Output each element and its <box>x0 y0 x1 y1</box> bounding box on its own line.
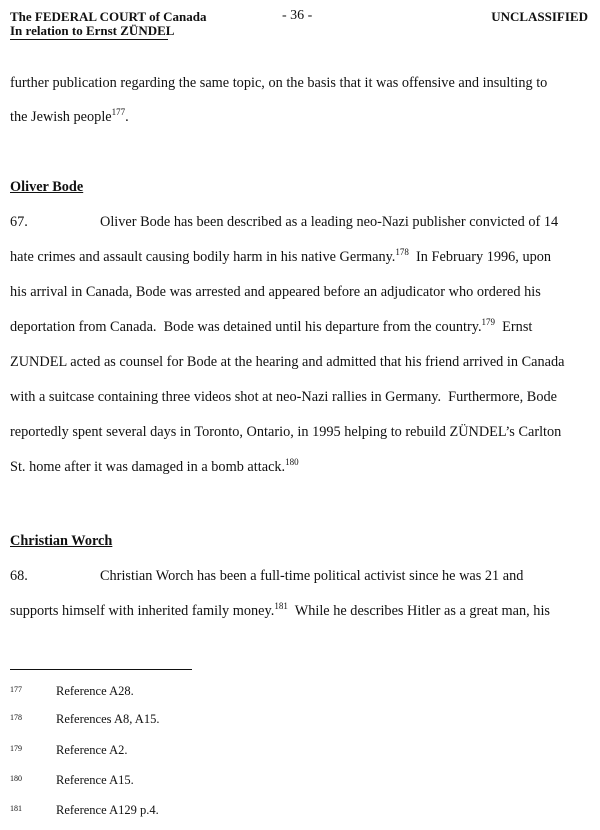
text-line: 67. Oliver Bode has been described as a leading neo-Nazi publisher convicted of 14 <box>10 214 559 230</box>
footnote: 181 Reference A129 p.4. <box>10 803 159 817</box>
footnote: 180 Reference A15. <box>10 773 134 787</box>
text-line: 68. Christian Worch has been a full-time political activist since he was 21 and <box>10 568 524 584</box>
text-line: reportedly spent several days in Toronto, Ontario, in 1995 helping to rebuild ZÜNDEL’s Carlton <box>10 424 562 440</box>
footnote-ref: 179 <box>481 317 496 327</box>
text-line: hate crimes and assault causing bodily harm in his native Germany.$^{178}$ In February 1996, upon <box>10 247 552 265</box>
text-line: St. home after it was damaged in a bomb attack.$^{180}$ <box>10 457 299 475</box>
court-title: The FEDERAL COURT of Canada <box>10 9 207 24</box>
footnote: 178 References A8, A15. <box>10 712 160 726</box>
paragraph-number: 67. <box>10 214 28 230</box>
classification-label: UNCLASSIFIED <box>491 9 588 24</box>
section-heading-oliver-bode: Oliver Bode <box>10 179 84 195</box>
text-line: the Jewish people$^{177}$. <box>10 107 129 125</box>
header-underline <box>10 39 168 40</box>
footnote: 177 Reference A28. <box>10 684 134 698</box>
text-line: further publication regarding the same topic, on the basis that it was offensive and insulting to <box>10 75 548 91</box>
footnote-ref: 177 <box>111 107 126 117</box>
page-number: - 36 - <box>282 8 313 23</box>
text-line: supports himself with inherited family money.$^{181}$ While he describes Hitler as a great man, his <box>10 601 550 619</box>
text-line: his arrival in Canada, Bode was arrested and appeared before an adjudicator who ordered his <box>10 284 541 300</box>
footnote-ref: 178 <box>395 247 409 257</box>
case-title: In relation to Ernst ZÜNDEL <box>10 23 175 38</box>
footnote-ref: 181 <box>274 601 288 611</box>
text-line: deportation from Canada. Bode was detained until his departure from the country.$^{179}$ Ernst <box>10 317 533 335</box>
footnote-separator <box>10 669 192 670</box>
text-line: with a suitcase containing three videos shot at neo-Nazi rallies in Germany. Furthermore, Bode <box>10 389 557 405</box>
footnote: 179 Reference A2. <box>10 743 128 757</box>
paragraph-number: 68. <box>10 568 28 584</box>
footnote-ref: 180 <box>285 457 299 467</box>
text-line: ZUNDEL acted as counsel for Bode at the hearing and admitted that his friend arrived in Canada <box>10 354 565 370</box>
section-heading-christian-worch: Christian Worch <box>10 533 113 549</box>
